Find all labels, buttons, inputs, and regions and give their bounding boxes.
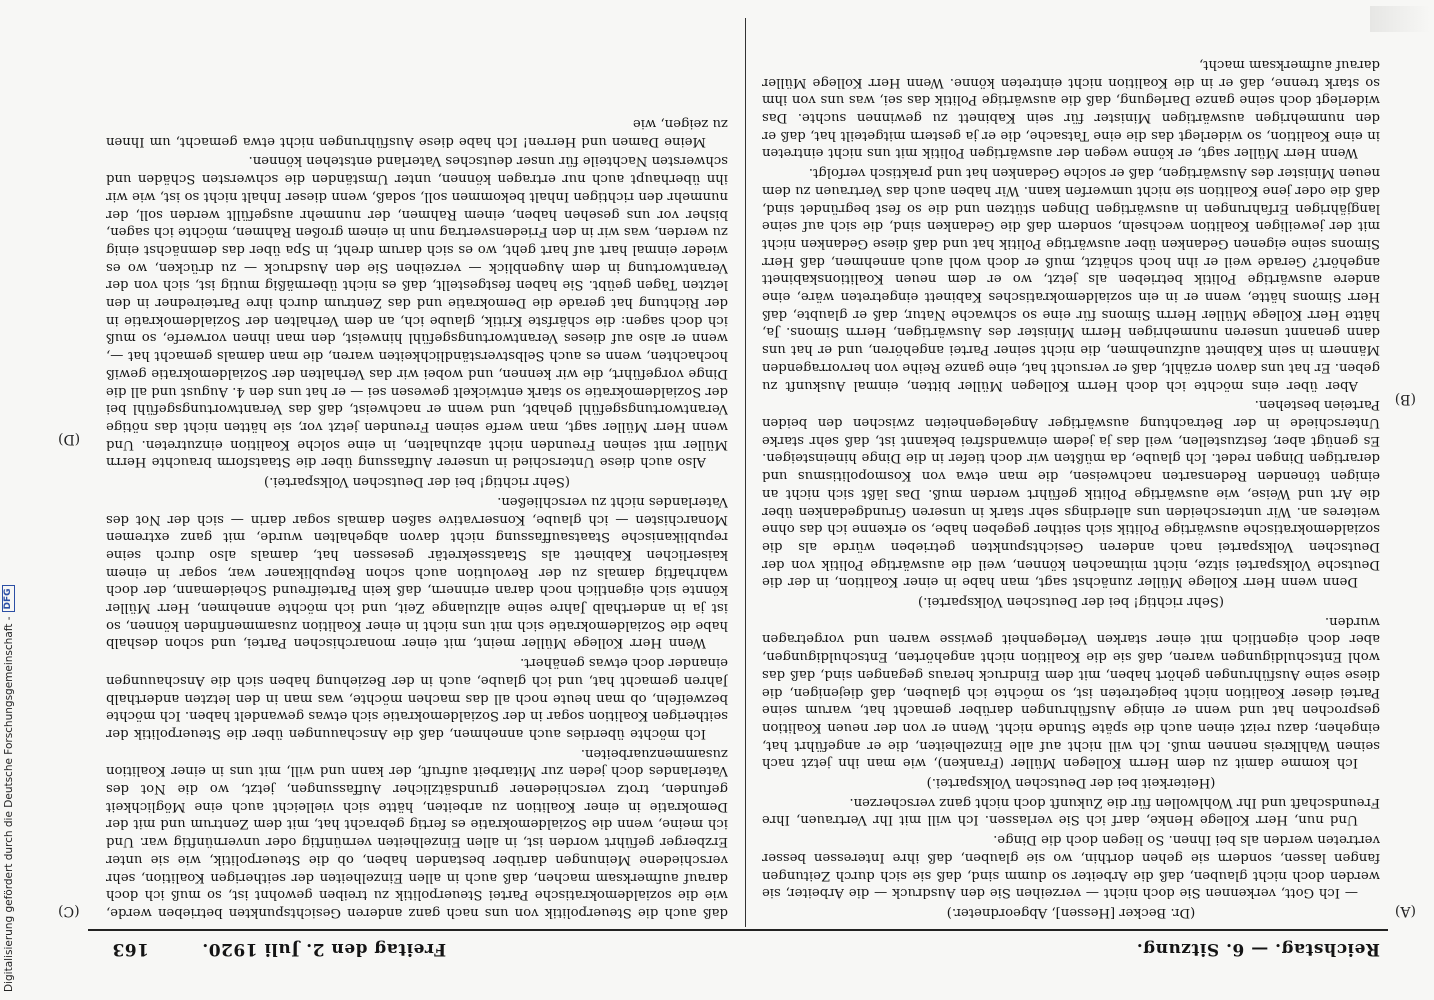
dfg-logo-icon: DFG xyxy=(2,585,15,612)
paragraph: Aber über eins möchte ich doch Herrn Kollegen Müller bitten, einmal Auskunft zu geben. Er hat uns davon erzählt, daß er versucht hat, eine ganze Reihe von hervorragenden Männern in sein Kabinett aufzunehmen, die nicht seiner Partei angehören, und er hat uns dann genannt unseren nunmehrigen Herrn Minister des Auswärtigen, Herrn Simons. Ja, hätte Herr Kollege Müller Herrn Simons für eine so schwache Natur, daß er glaubte, daß Herr Simons hätte, wenn er in ein sozialdemokratisches Kabinett eingetreten wäre, eine andere auswärtige Politik betrieben als jetzt, wo er dem neuen Koalitionskabinett angehört? Gerade weil er ihn hoch schätzt, muß er doch wohl auch annehmen, daß Herr Simons seine eigenen Gedanken über auswärtige Politik hat und daß diese Gedanken nicht mit der jeweiligen Koalition wechseln, sondern daß die Gedanken sind, die sich auf seine langjährigen Erfahrungen in auswärtigen Dingen stützen und die so fest begründet sind, daß die oder jene Koalition sie nicht umwerfen kann. Wir haben auch das Vertrauen zu dem neuen Minister des Auswärtigen, daß er solche Gedanken hat und praktisch verfolgt. xyxy=(762,165,1380,393)
paragraph: daß auch die Steuerpolitik von uns nach ganz anderen Gesichtspunkten betrieben werde, wie die sozialdemokratische Partei Steuerpolitik zu treiben gewohnt ist, so muß ich doch darauf aufmerksam machen, daß auch in allen Einzelheiten der seitherigen Koalition, sehr verschiedene Meinungen darüber bestanden haben, ob die Steuerpolitik, wie sie unter Erzberger geführt worden ist, in allen Einzelheiten vernünftig oder unvernünftig war. Und ich meine, wenn die Sozialdemokratie es fertig gebracht hat, mit dem Zentrum und mit der Demokratie in einer Koalition zu arbeiten, hätte sich vielleicht auch eine Möglichkeit gefunden, trotz verschiedener grundsätzlicher Auffassungen, jetzt, wo die Not des Vaterlandes doch jeden zur Mitarbeit aufruft, der kann und will, mit uns in einer Koalition zusammenzuarbeiten. xyxy=(106,745,728,920)
running-head-left: Reichstag. — 6. Sitzung. xyxy=(1136,939,1380,959)
paragraph: — Ich Gott, verkennen Sie doch nicht — verzeihen Sie den Ausdruck — die Arbeiter, sie werden doch nicht glauben, daß die Arbeiter so dumm sind, daß sie sich durch Zeitungen fangen lassen, sondern sie gehen dorthin, wo sie glauben, daß ihre Interessen besser vertreten werden als bei Ihnen. So liegen doch die Dinge. xyxy=(762,832,1380,901)
margin-marker-c: (C) xyxy=(58,903,80,919)
paragraph: Wenn Herr Kollege Müller meint, mit einer monarchischen Partei, und schon deshalb habe die Sozialdemokratie sich mit uns nicht in einer Koalition zusammenfinden können, so ist ja in anderthalb Jahre seine allzulange Zeit, und ich möchte annehmen, Herr Müller könnte sich eigentlich noch daran erinnern, daß kein Parteifreund Scheidemann, der doch wahrhaftig damals zu der Revolution auch schon Republikaner war, sogar in einem kaiserlichen Kabinett als Staatssekretär gesessen hat, damals also durch seine republikanische Staatsauffassung nicht davon abgehalten wurde, mit ganz extremen Monarchisten — ich glaube, Konservative saßen damals sogar darin — sich der Not des Vaterlandes nicht zu verschließen. xyxy=(106,493,728,651)
text-column-left xyxy=(762,18,1380,921)
digitization-credit xyxy=(3,2,17,992)
running-head xyxy=(88,929,1388,967)
paragraph: Meine Damen und Herren! Ich habe diese Ausführungen nicht etwa gemacht, um Ihnen zu zeigen, wie xyxy=(106,116,728,149)
interjection: (Sehr richtig! bei der Deutschen Volkspartei.) xyxy=(917,594,1225,610)
running-head-right xyxy=(112,939,683,959)
margin-marker-d: (D) xyxy=(58,431,81,447)
interjection: (Heiterkeit bei der Deutschen Volkspartei.) xyxy=(926,775,1216,791)
page-number: 163 xyxy=(112,939,149,959)
paragraph: Ich komme damit zu dem Herrn Kollegen Müller (Franken), wie man ihn jetzt nach seinen Wahlkreis nennen muß. Ich will nicht auf alle Einzelheiten, die er angeführt hat, eingehen; dazu reizt einen auch die späte Stunde nicht. Wenn er von der neuen Koalition gesprochen hat und wenn er einige Ausführungen darüber gemacht hat, warum seine Partei dieser Koalition nicht beigetreten ist, so möchte ich glauben, daß diejenigen, die diese seine Ausführungen gehört haben, mit dem Eindruck heraus gegangen sind, daß das wohl Entschuldigungen waren, daß sie die Koalition nicht angehörten, Entschuldigungen, aber doch eigentlich mit einer starken Verlegenheit gewisse waren und vorgetragen wurden. xyxy=(762,613,1380,771)
margin-marker-a: (A) xyxy=(1394,903,1416,919)
interjection: (Sehr richtig! bei der Deutschen Volkspartei.) xyxy=(263,474,571,490)
text-column-right xyxy=(106,18,728,921)
paragraph: Und nun, Herr Kollege Henke, darf ich Sie verlassen. Ich will mit Ihr Vertrauen, Ihre Freundschaft und Ihr Wohlwollen für die Zukunft doch nicht ganz verscherzen. xyxy=(762,794,1380,828)
paragraph: Wenn Herr Müller sagt, er könne wegen der auswärtigen Politik mit uns nicht eintreten in eine Koalition, so widerlegt das die eine Tatsache, die er ja gestern mitgeteilt hat, daß er den nunmehrigen auswärtigen Minister für sein Kabinett zu gewinnen suchte. Das widerlegt doch seine ganze Darlegung, daß die auswärtige Politik das sei, was uns von ihm so stark trenne, daß er in die Koalition nicht eintreten könne. Wenn Herr Kollege Müller darauf aufmerksam macht, xyxy=(762,56,1380,161)
paragraph: Ich möchte überdies auch annehmen, daß die Anschauungen über die Steuerpolitik der seitherigen Koalition sogar in der Sozialdemokratie sich etwas gewandelt haben. Ich möchte bezweifeln, ob man heute noch all das machen möchte, was man in den letzten anderthalb Jahren gemacht hat, und ich glaube, auch in der Beziehung haben sich die Anschauungen einander doch etwas genähert. xyxy=(106,655,728,741)
rotated-newspaper-sheet xyxy=(58,12,1416,967)
running-head-date: Freitag den 2. Juli 1920. xyxy=(201,939,447,959)
credit-text: Digitalisierung gefördert durch die Deutsche Forschungsgemeinschaft - xyxy=(2,616,15,992)
credit-line xyxy=(2,585,15,992)
column-divider xyxy=(745,18,746,927)
margin-marker-b: (B) xyxy=(1394,391,1416,407)
paragraph: Denn wenn Herr Kollege Müller zunächst sagt, man habe in einer Koalition, in der die Deutsche Volkspartei sitze, nicht mitmachen können, weil die auswärtige Politik von der Deutschen Volkspartei nach anderen Gesichtspunkten getrieben würde als die sozialdemokratische auswärtige Politik sich seither gegeben habe, so erkenne ich das ohne weiteres an. Wir unterscheiden uns allerdings sehr stark in unseren Grundgedanken über die Art und Weise, wie auswärtige Politik geführt werden muß. Das läßt sich nicht an einigen tönenden Redensarten nachweisen, die man etwa von Kosmopolitismus und derartigen Dingen redet. Ich glaube, da müßten wir doch tiefer in die Dinge hineinsteigen. Es genügt aber, festzustellen, weil das ja jedem einwandsfrei bekannt ist, daß sehr starke Unterschiede in der Betrachtung auswärtiger Angelegenheiten zwischen den beiden Parteien bestehen. xyxy=(762,397,1380,590)
speaker-heading: (Dr. Becker [Hessen], Abgeordneter.) xyxy=(946,905,1196,920)
paragraph: Also auch diese Unterschied in unserer Auffassung über die Staatsform brauchte Herrn Müller mit seinen Freunden nicht abzuhalten, in eine solche Koalition einzutreten. Und wenn Herr Müller sagt, man werfe seinen Freunden jetzt vor, sie hätten nicht das nötige Verantwortungsgefühl gehabt, und wenn er nachweist, daß das Verantwortungsgefühl bei der Sozialdemokratie so stark entwickelt gewesen sei — er hat uns den 4. August und all die Dinge vorgeführt, die wir kennen, und wobei wir das Verhalten der Sozialdemokratie gewiß hochachten, wenn es auch Selbstverständlichkeiten waren, die man damals gemacht hat —, wenn er also auf dieses Verantwortungsgefühl hinweist, den man ihnen vorwerfe, so muß ich doch sagen: die schärfste Kritik, glaube ich, an dem Verhalten der Sozialdemokratie in der Richtung hat gerade die Demokratie und das Zentrum durch ihre Parteiredner in den letzten Tagen geübt. Sie haben festgestellt, daß es nicht übermäßig mutig ist, sich von der Verantwortung in dem Augenblick — verzeihen Sie den Ausdruck — zu drücken, wo es wieder einmal hart auf hart geht, wo es sich darum dreht, in Spa über das demnächst einig zu werden, was wir in den Friedensvertrag nun in einem großen Rahmen, möchte ich sagen, bisher vor uns gesehen haben, einem Rahmen, der nunmehr ausgefüllt werden soll, der nunmehr den richtigen Inhalt bekommen soll, sodaß, wenn dieser Inhalt nicht so ist, wie wir ihn überhaupt auch nur ertragen können, unter Umständen die schwersten Schäden und schwersten Nachteile für unser deutsches Vaterland entstehen können. xyxy=(106,153,728,470)
